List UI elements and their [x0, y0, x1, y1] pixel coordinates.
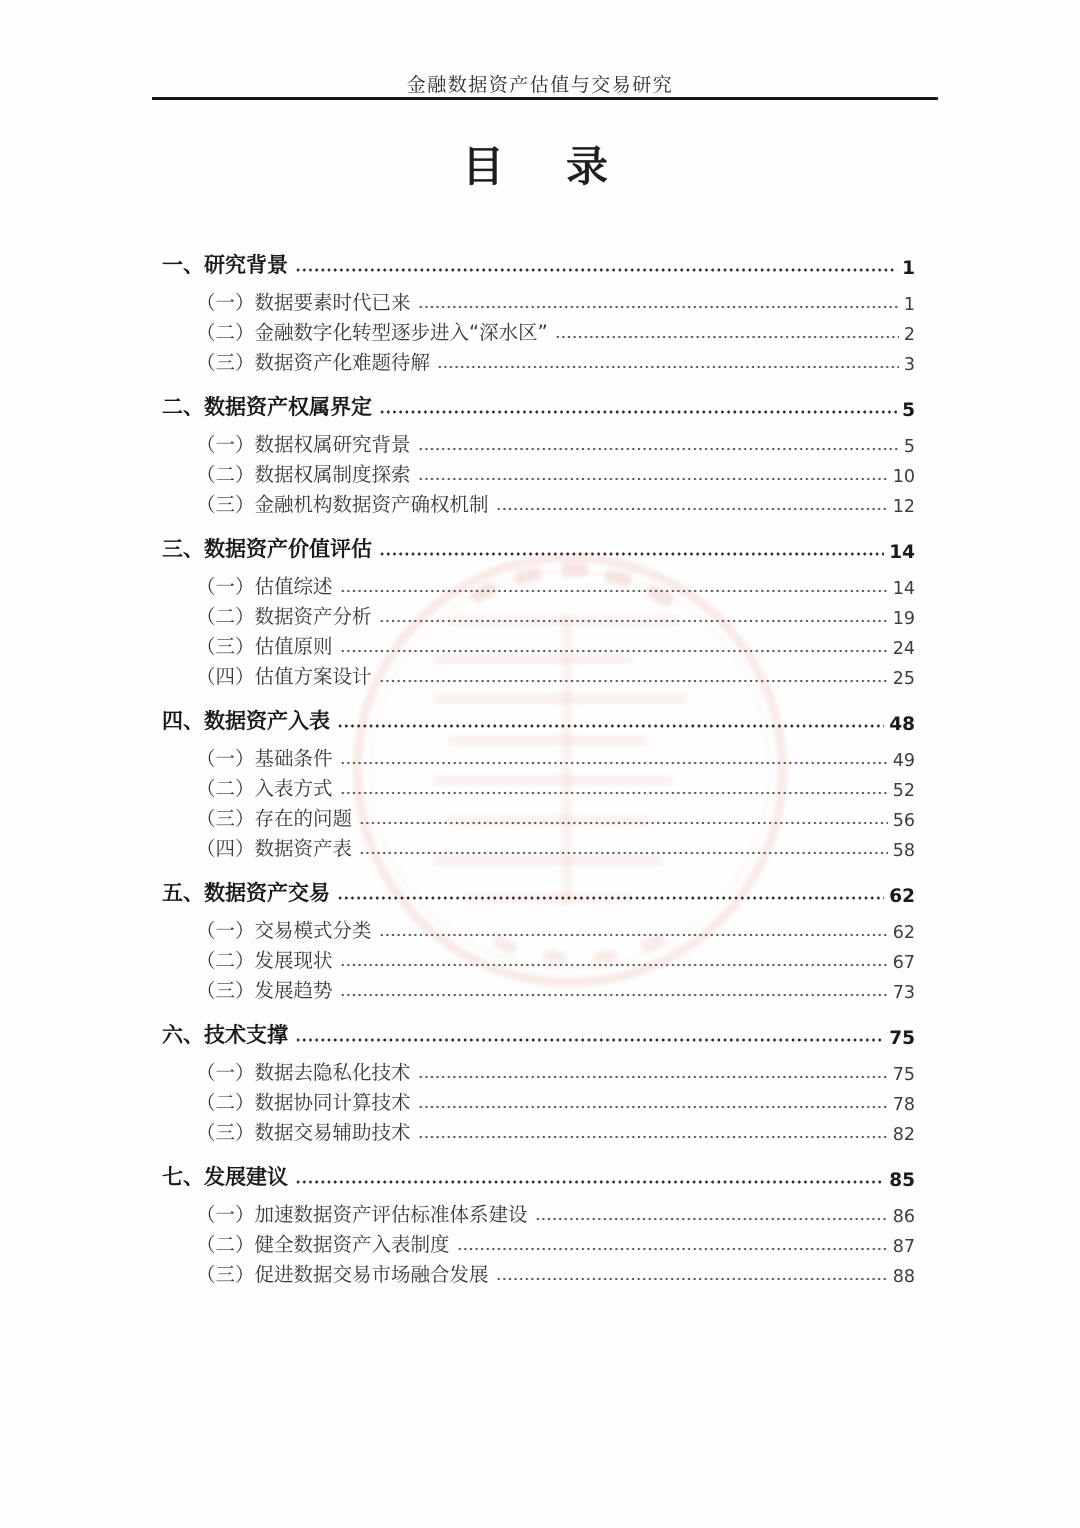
toc-item-label: （一）数据去隐私化技术 [196, 1061, 411, 1084]
toc-item-row [162, 345, 915, 375]
toc-page-number: 88 [892, 1267, 915, 1287]
toc-section-row [162, 874, 915, 907]
toc-page-number: 12 [892, 497, 915, 517]
toc-page-number: 48 [889, 714, 915, 735]
toc-item-row [162, 913, 915, 943]
toc-item-label: （二）数据权属制度探索 [196, 463, 411, 486]
toc-page-number: 86 [892, 1207, 915, 1227]
toc-item-label: （一）数据要素时代已来 [196, 291, 411, 314]
header-doc-title: 金融数据资产估值与交易研究 [406, 75, 674, 96]
dot-leader [535, 1216, 888, 1222]
toc-page-number: 49 [892, 751, 915, 771]
toc-item-row [162, 1055, 915, 1085]
toc-page-number: 87 [892, 1237, 915, 1257]
dot-leader [379, 678, 888, 684]
dot-leader [418, 476, 888, 482]
toc-item-row [162, 659, 915, 689]
dot-leader [379, 551, 884, 557]
toc-item-row [162, 487, 915, 517]
dot-leader [418, 304, 899, 310]
toc-section-row [162, 702, 915, 735]
dot-leader [555, 334, 899, 340]
toc-item-label: （三）发展趋势 [196, 979, 333, 1002]
toc-page-number: 56 [892, 811, 915, 831]
toc-section-label: 三、数据资产价值评估 [162, 537, 372, 561]
dot-leader [418, 446, 899, 452]
toc-section-row [162, 1158, 915, 1191]
toc-page-number: 67 [892, 953, 915, 973]
toc-page-number: 19 [892, 609, 915, 629]
toc-item-label: （一）数据权属研究背景 [196, 433, 411, 456]
dot-leader [340, 790, 888, 796]
toc-section-label: 七、发展建议 [162, 1165, 288, 1189]
dot-leader [340, 760, 888, 766]
dot-leader [359, 820, 888, 826]
toc-item-row [162, 771, 915, 801]
toc-page-number: 75 [889, 1028, 915, 1049]
toc-item-label: （二）金融数字化转型逐步进入“深水区” [196, 321, 548, 344]
dot-leader [379, 409, 897, 415]
page-title: 目 录 [461, 142, 618, 191]
toc-item-label: （一）交易模式分类 [196, 919, 372, 942]
toc-page-number: 5 [903, 437, 915, 457]
dot-leader [418, 1134, 888, 1140]
dot-leader [457, 1246, 888, 1252]
toc-item-row [162, 943, 915, 973]
dot-leader [359, 850, 888, 856]
toc-item-row [162, 569, 915, 599]
toc-page-number: 5 [902, 400, 915, 421]
toc-page-number: 73 [892, 983, 915, 1003]
toc-item-label: （一）估值综述 [196, 575, 333, 598]
toc-page-number: 85 [889, 1170, 915, 1191]
toc-item-row [162, 1197, 915, 1227]
toc-page-number: 1 [902, 258, 915, 279]
dot-leader [295, 1179, 884, 1185]
toc-item-row [162, 973, 915, 1003]
toc-item-row [162, 1115, 915, 1145]
toc-page-number: 62 [892, 923, 915, 943]
toc-section-row [162, 246, 915, 279]
table-of-contents [162, 246, 915, 1287]
toc-page-number: 75 [892, 1065, 915, 1085]
toc-page-number: 3 [903, 355, 915, 375]
toc-item-row [162, 831, 915, 861]
toc-page-number: 52 [892, 781, 915, 801]
toc-item-label: （一）基础条件 [196, 747, 333, 770]
toc-section-label: 一、研究背景 [162, 253, 288, 277]
toc-section-label: 四、数据资产入表 [162, 709, 330, 733]
toc-item-label: （三）估值原则 [196, 635, 333, 658]
header-rule [152, 97, 938, 100]
dot-leader [295, 1037, 884, 1043]
toc-item-label: （三）促进数据交易市场融合发展 [196, 1263, 489, 1286]
toc-item-row [162, 1227, 915, 1257]
dot-leader [437, 364, 899, 370]
toc-item-label: （二）数据资产分析 [196, 605, 372, 628]
toc-item-row [162, 599, 915, 629]
toc-item-label: （一）加速数据资产评估标准体系建设 [196, 1203, 528, 1226]
dot-leader [340, 588, 888, 594]
toc-section-row [162, 388, 915, 421]
toc-item-row [162, 285, 915, 315]
toc-page-number: 14 [892, 579, 915, 599]
dot-leader [496, 506, 888, 512]
dot-leader [496, 1276, 888, 1282]
toc-page-number: 24 [892, 639, 915, 659]
toc-page-number: 82 [892, 1125, 915, 1145]
dot-leader [379, 618, 888, 624]
toc-section-row [162, 1016, 915, 1049]
toc-item-label: （三）金融机构数据资产确权机制 [196, 493, 489, 516]
toc-item-row [162, 801, 915, 831]
toc-item-row [162, 1085, 915, 1115]
toc-section-label: 五、数据资产交易 [162, 881, 330, 905]
toc-page-number: 25 [892, 669, 915, 689]
toc-page-number: 78 [892, 1095, 915, 1115]
toc-page-number: 10 [892, 467, 915, 487]
toc-item-label: （四）数据资产表 [196, 837, 353, 860]
toc-item-label: （二）健全数据资产入表制度 [196, 1233, 450, 1256]
toc-item-label: （三）数据资产化难题待解 [196, 351, 431, 374]
dot-leader [379, 932, 888, 938]
dot-leader [418, 1104, 888, 1110]
toc-item-row [162, 741, 915, 771]
toc-item-label: （四）估值方案设计 [196, 665, 372, 688]
toc-page-number: 1 [903, 295, 915, 315]
toc-section-row [162, 530, 915, 563]
dot-leader [418, 1074, 888, 1080]
dot-leader [337, 895, 884, 901]
toc-section-label: 六、技术支撑 [162, 1023, 288, 1047]
toc-item-row [162, 315, 915, 345]
toc-item-label: （二）入表方式 [196, 777, 333, 800]
toc-item-label: （二）发展现状 [196, 949, 333, 972]
toc-page-number: 62 [889, 886, 915, 907]
dot-leader [340, 992, 888, 998]
toc-item-label: （三）数据交易辅助技术 [196, 1121, 411, 1144]
dot-leader [295, 267, 897, 273]
toc-item-row [162, 457, 915, 487]
toc-item-row [162, 1257, 915, 1287]
toc-item-row [162, 629, 915, 659]
toc-page-number: 2 [903, 325, 915, 345]
dot-leader [337, 723, 884, 729]
toc-section-label: 二、数据资产权属界定 [162, 395, 372, 419]
dot-leader [340, 648, 888, 654]
toc-item-row [162, 427, 915, 457]
dot-leader [340, 962, 888, 968]
toc-item-label: （二）数据协同计算技术 [196, 1091, 411, 1114]
toc-item-label: （三）存在的问题 [196, 807, 353, 830]
toc-page-number: 58 [892, 841, 915, 861]
toc-page-number: 14 [889, 542, 915, 563]
